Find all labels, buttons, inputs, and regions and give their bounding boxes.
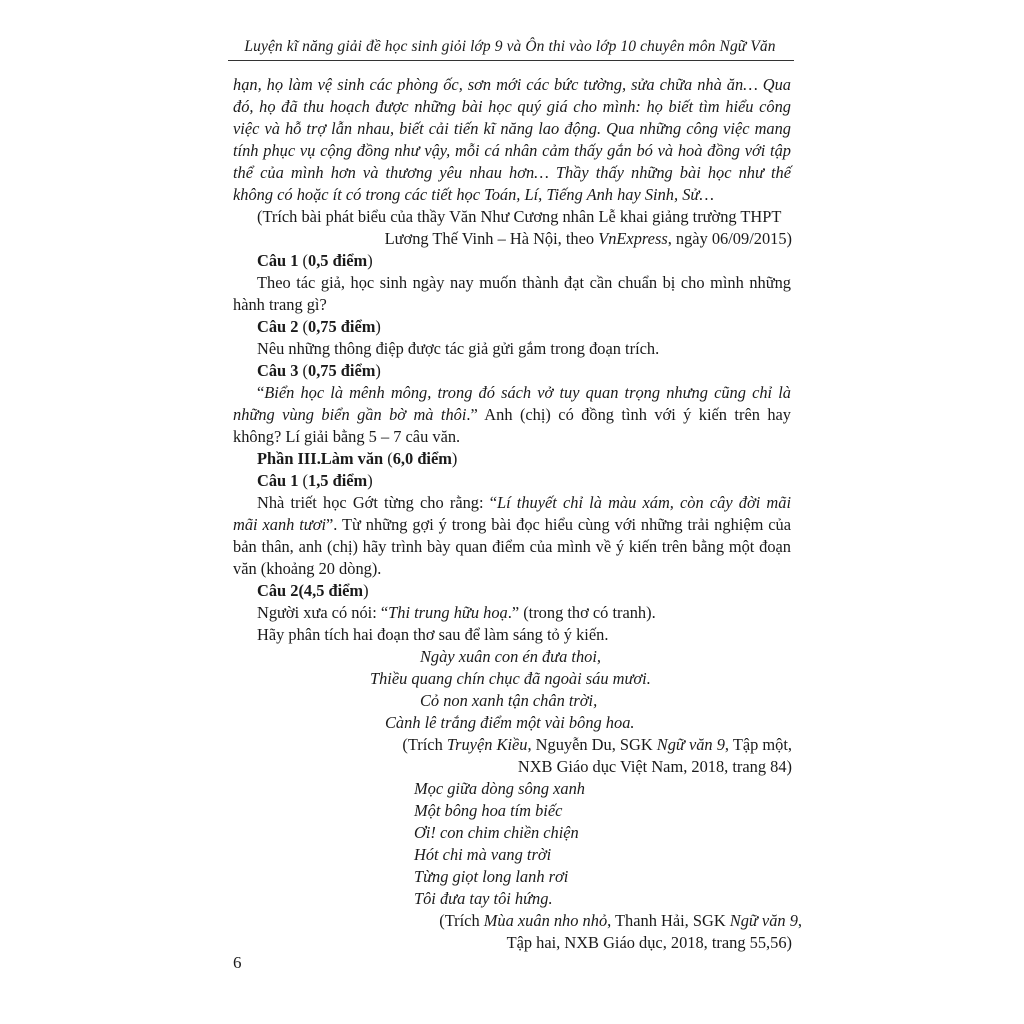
points-bracket: ) <box>363 581 369 600</box>
passage-line: việc và hỗ trợ lẫn nhau, biết cải tiến kĩ năng lao động. Qua những công việc mang <box>233 119 791 138</box>
section-title: .Làm văn <box>316 449 384 468</box>
source-text: (Trích <box>402 735 447 754</box>
question-text: Hãy phân tích hai đoạn thơ sau để làm sáng tỏ ý kiến. <box>257 625 609 644</box>
question-text-head: Người xưa có nói: “ <box>257 603 389 622</box>
question-text <box>233 514 791 536</box>
question-text-head: Nhà triết học Gớt từng cho rằng: “ <box>257 493 497 512</box>
question-heading <box>257 360 381 382</box>
question-points: 1,5 điểm <box>308 471 368 490</box>
question-text <box>257 382 791 404</box>
passage-source: (Trích bài phát biểu của thầy Văn Như Cương nhân Lễ khai giảng trường THPT <box>257 207 782 226</box>
points-bracket: ( <box>298 317 309 336</box>
points-bracket: ( <box>298 251 309 270</box>
question-heading <box>257 316 381 338</box>
question-heading <box>257 470 373 492</box>
passage-line: tính phục vụ cộng đồng như vậy, mỗi cá nhân cảm thấy gắn bó và hoà đồng với tập <box>233 141 791 160</box>
question-text: Theo tác giả, học sinh ngày nay muốn thành đạt cần chuẩn bị cho mình những <box>257 273 791 292</box>
points-bracket: ( <box>383 449 393 468</box>
poem-line: Hót chi mà vang trời <box>414 845 552 864</box>
question-label: Câu 1 <box>257 471 299 490</box>
question-label: Câu 2 <box>257 317 299 336</box>
running-header <box>230 38 790 56</box>
passage-line: đó, họ đã thu hoạch được những bài học quý giá cho mình: họ biết tìm hiểu công <box>233 97 791 116</box>
question-text: Nêu những thông điệp được tác giả gửi gắm trong đoạn trích. <box>257 339 660 358</box>
poem-line: Mọc giữa dòng sông xanh <box>414 779 586 798</box>
passage-line: thể của mình hơn và thương yêu nhau hơn… Thầy thấy những bài học như thế <box>233 163 791 182</box>
question-text: bản thân, anh (chị) hãy trình bày quan điểm của mình về ý kiến trên bằng một đoạn <box>233 537 791 556</box>
running-title: Luyện kĩ năng giải đề học sinh giỏi lớp 9 và Ôn thi vào lớp 10 chuyên môn Ngữ Văn <box>244 38 776 55</box>
question-points: 0,75 điểm <box>308 361 376 380</box>
poem-source: Tập hai, NXB Giáo dục, 2018, trang 55,56) <box>506 933 792 952</box>
question-text-tail: .” (trong thơ có tranh). <box>507 603 656 622</box>
poem-line: Tôi đưa tay tôi hứng. <box>414 889 553 908</box>
section-title: Phần III <box>257 449 317 468</box>
poem-line: Một bông hoa tím biếc <box>414 801 563 820</box>
question-label: Câu 2( <box>257 581 304 600</box>
poem-line: Cỏ non xanh tận chân trời, <box>420 691 598 710</box>
question-points: 0,75 điểm <box>308 317 376 336</box>
points-bracket: ) <box>367 251 373 270</box>
source-book-title: Ngữ văn 9 <box>729 911 798 930</box>
poem-source <box>402 734 792 756</box>
quoted-text: Lí thuyết chỉ là màu xám, còn cây đời mãi <box>496 493 791 512</box>
passage-source <box>385 228 792 250</box>
source-text: , Thanh Hải, SGK <box>607 911 730 930</box>
poem-line: Từng giọt long lanh rơi <box>414 867 569 886</box>
poem-line: Ơi! con chim chiền chiện <box>414 823 579 842</box>
header-rule <box>228 60 794 61</box>
points-bracket: ( <box>298 471 309 490</box>
question-text <box>257 602 656 624</box>
passage-line: không có hoặc ít có trong các tiết học Toán, Lí, Tiếng Anh hay Sinh, Sử… <box>233 185 714 204</box>
question-text: văn (khoảng 20 dòng). <box>233 559 382 578</box>
source-text: Lương Thế Vinh – Hà Nội, theo <box>384 229 599 248</box>
points-bracket: ) <box>375 317 381 336</box>
poem-line: Ngày xuân con én đưa thoi, <box>420 647 602 666</box>
quoted-text: Biển học là mênh mông, trong đó sách vở tuy quan trọng nhưng cũng chỉ là <box>264 383 791 402</box>
question-text: không? Lí giải bằng 5 – 7 câu văn. <box>233 427 461 446</box>
source-newspaper: VnExpress <box>598 229 668 248</box>
quoted-text: mãi xanh tươi <box>233 515 327 534</box>
question-text-tail: ”. Từ những gợi ý trong bài đọc hiểu cùng với những trải nghiệm của <box>326 515 791 534</box>
poem-source <box>439 910 802 932</box>
source-book-title: Ngữ văn 9 <box>656 735 725 754</box>
source-text: , Nguyễn Du, SGK <box>527 735 657 754</box>
source-text: , ngày 06/09/2015) <box>667 229 792 248</box>
points-bracket: ( <box>298 361 309 380</box>
source-text: , <box>797 911 802 930</box>
quoted-text: những vùng biển gần bờ mà thôi <box>233 405 467 424</box>
question-points: 4,5 điểm <box>303 581 364 600</box>
question-text <box>257 492 791 514</box>
passage-line: hạn, họ làm vệ sinh các phòng ốc, sơn mới các bức tường, sửa chữa nhà ăn… Qua <box>233 75 791 94</box>
section-heading <box>257 448 457 470</box>
points-bracket: ) <box>367 471 373 490</box>
poem-line: Thiều quang chín chục đã ngoài sáu mươi. <box>370 669 651 688</box>
quote-mark: “ <box>257 383 265 402</box>
question-label: Câu 1 <box>257 251 299 270</box>
section-points: 6,0 điểm <box>392 449 452 468</box>
source-work-title: Truyện Kiều <box>446 735 528 754</box>
source-work-title: Mùa xuân nho nhỏ <box>483 911 608 930</box>
question-points: 0,5 điểm <box>308 251 368 270</box>
source-text: (Trích <box>439 911 484 930</box>
question-text-tail: .” Anh (chị) có đồng tình với ý kiến trên hay <box>466 405 791 424</box>
question-text <box>233 404 791 426</box>
points-bracket: ) <box>451 449 458 468</box>
quoted-text: Thi trung hữu hoạ <box>388 603 508 622</box>
page-number: 6 <box>233 953 242 972</box>
question-heading <box>257 580 369 602</box>
question-text: hành trang gì? <box>233 295 327 314</box>
source-text: , Tập một, <box>724 735 792 754</box>
points-bracket: ) <box>375 361 381 380</box>
poem-line: Cành lê trắng điểm một vài bông hoa. <box>385 713 635 732</box>
question-heading <box>257 250 373 272</box>
question-label: Câu 3 <box>257 361 299 380</box>
poem-source: NXB Giáo dục Việt Nam, 2018, trang 84) <box>517 757 792 776</box>
